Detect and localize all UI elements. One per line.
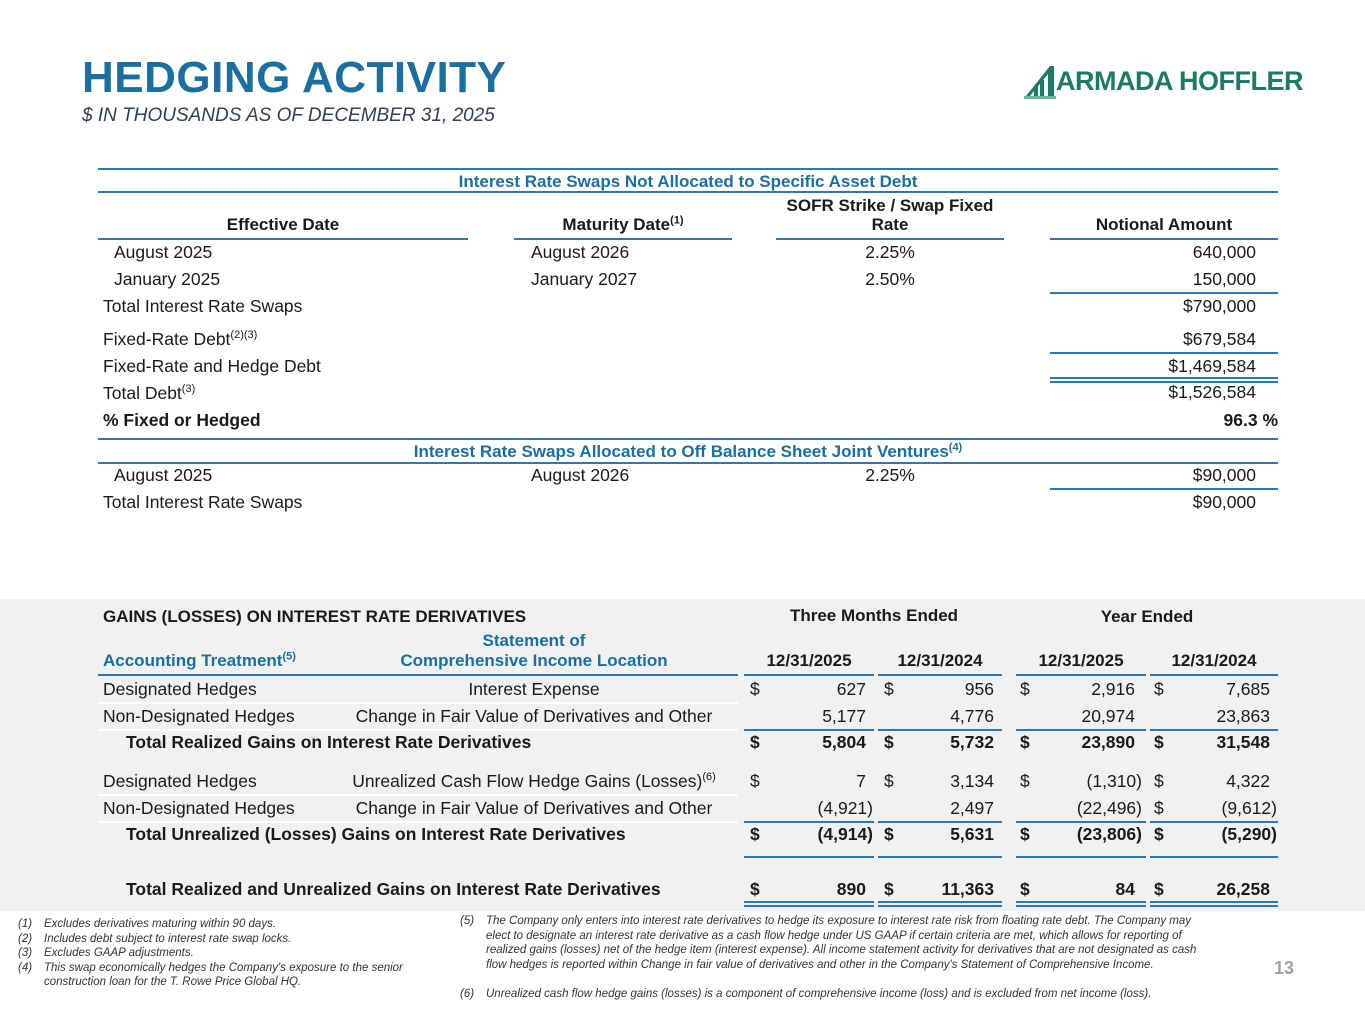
gains-value: (22,496) [1076, 798, 1142, 818]
double-rule [878, 905, 1002, 907]
total-debt-value: $1,526,584 [1168, 382, 1256, 402]
total-swaps-value: $790,000 [1183, 296, 1256, 316]
gains-total-label: Total Realized and Unrealized Gains on Interest Rate Derivatives [126, 879, 661, 899]
total-rule [1150, 856, 1278, 858]
footnote [18, 917, 450, 932]
gains-location-text: Change in Fair Value of Derivatives and Other [355, 798, 713, 818]
total-rule [744, 856, 874, 858]
gains-value: 5,732 [950, 732, 994, 752]
gains-currency: $ [1154, 679, 1164, 699]
jv-row-effective: August 2025 [114, 465, 213, 485]
total-rule [878, 856, 1002, 858]
gains-value: 84 [1115, 879, 1135, 899]
rule [878, 674, 1002, 676]
footnote-number: (1) [18, 918, 33, 930]
footnote-number: (4) [18, 961, 33, 974]
swap-row-2-effective: January 2025 [114, 269, 221, 289]
gains-currency: $ [1154, 879, 1164, 899]
gains-total-label: Total Unrealized (Losses) Gains on Interest Rate Derivatives [126, 824, 626, 844]
rule [1016, 674, 1146, 676]
page-number: 13 [1274, 958, 1295, 978]
footnote-number: (3) [18, 947, 33, 960]
jv-section-title: Interest Rate Swaps Allocated to Off Balance Sheet Joint Ventures$^{(4)}$ [413, 441, 963, 461]
double-rule [878, 901, 1002, 903]
gains-value: 23,890 [1081, 732, 1135, 752]
gains-location-text: Interest Expense [468, 679, 600, 699]
rule [514, 238, 732, 240]
rule [98, 168, 1278, 170]
footnote [18, 932, 450, 947]
swap-row-2-maturity: January 2027 [531, 269, 638, 289]
gains-currency: $ [1020, 732, 1030, 752]
jv-row-rate: 2.25% [865, 465, 915, 485]
jv-row-maturity: August 2026 [531, 465, 630, 485]
double-rule [1150, 901, 1278, 903]
col-notional-amount: Notional Amount [1095, 215, 1233, 234]
gains-value: 627 [836, 679, 866, 699]
gains-location-note: (6) [702, 771, 716, 784]
swap-row-2-rate: 2.50% [865, 269, 915, 289]
gains-value: 890 [836, 879, 866, 899]
gains-value: 20,974 [1081, 706, 1135, 726]
gains-treatment: Designated Hedges [103, 679, 257, 699]
gains-location [330, 705, 738, 727]
gains-value: 4,776 [950, 706, 994, 726]
jv-total-label: Total Interest Rate Swaps [103, 492, 303, 512]
gains-currency: $ [884, 732, 894, 752]
double-rule [1016, 905, 1146, 907]
rule [98, 238, 468, 240]
col-accounting-treatment: Accounting Treatment$^{(5)}$ [103, 650, 296, 670]
gains-value: 11,363 [941, 879, 994, 899]
fixed-rate-debt-label: Fixed-Rate Debt$^{(2)(3)}$ [103, 329, 258, 349]
footnote-text: This swap economically hedges the Company's exposure to the senior construction loan for the T. Rowe Price Global HQ. [44, 961, 403, 989]
fixed-rate-debt-value: $679,584 [1183, 329, 1256, 349]
gains-value: (23,806) [1076, 824, 1142, 844]
col-date-y-2025: 12/31/2025 [1038, 651, 1124, 670]
gains-currency: $ [1020, 879, 1030, 899]
rule [776, 238, 1004, 240]
gains-value: 3,134 [950, 771, 994, 791]
gains-currency: $ [884, 679, 894, 699]
footnote-text: Excludes derivatives maturing within 90 days. [44, 918, 277, 930]
gains-value: 4,322 [1226, 771, 1270, 791]
gains-treatment: Designated Hedges [103, 771, 257, 791]
gains-currency: $ [884, 824, 894, 844]
gains-currency: $ [1020, 679, 1030, 699]
gains-value: 7 [856, 771, 866, 791]
swap-row-2-notional: 150,000 [1192, 269, 1256, 289]
logo-text: ARMADA HOFFLER [1056, 66, 1303, 96]
logo-mark-icon [1024, 64, 1056, 100]
gains-location-text: Unrealized Cash Flow Hedge Gains (Losses) [352, 771, 703, 791]
row-separator [98, 794, 738, 796]
gains-currency: $ [884, 771, 894, 791]
rule [1050, 488, 1278, 490]
swap-row-1-notional: 640,000 [1192, 242, 1256, 262]
gains-treatment: Non-Designated Hedges [103, 706, 295, 726]
rule [98, 191, 1278, 193]
gains-treatment: Non-Designated Hedges [103, 798, 295, 818]
page-subtitle: $ IN THOUSANDS AS OF DECEMBER 31, 2025 [82, 105, 495, 126]
col-date-y-2024: 12/31/2024 [1171, 651, 1257, 670]
year-ended-header: Year Ended [1100, 607, 1194, 626]
gains-currency: $ [750, 732, 760, 752]
rule [1050, 238, 1278, 240]
gains-location [330, 678, 738, 700]
footnote-text: Excludes GAAP adjustments. [44, 947, 194, 960]
gains-currency: $ [1154, 771, 1164, 791]
gains-currency: $ [750, 679, 760, 699]
gains-location [330, 797, 738, 819]
col-effective-date: Effective Date [226, 215, 340, 234]
gains-value: (4,914) [817, 824, 873, 844]
footnote-text: The Company only enters into interest rate derivatives to hedge its exposure to interest rate risk from floating rate debt. The Company may elect to designate an interest rate derivative as a cash flow hedge under US GAAP if certain criteria are met, which allows for reporting of realized gains (losses) net of the hedge item (interest expense). All income statement activity for derivatives that are not designated as cash flow hedges is reported within Change in fair value of derivatives and other in the Company's Statement of Comprehensive Income. [486, 915, 1197, 971]
fixed-hedge-debt-label: Fixed-Rate and Hedge Debt [103, 356, 321, 376]
gains-value: 5,177 [822, 706, 866, 726]
fixed-hedge-debt-value: $1,469,584 [1168, 356, 1256, 376]
gains-value: 26,258 [1216, 879, 1270, 899]
rule [1150, 674, 1278, 676]
double-rule [1150, 905, 1278, 907]
footnote-number: (6) [460, 988, 475, 1000]
swap-row-1-effective: August 2025 [114, 242, 213, 262]
swap-row-1-maturity: August 2026 [531, 242, 630, 262]
footnote [460, 914, 1200, 987]
gains-value: 7,685 [1226, 679, 1270, 699]
rule [744, 674, 874, 676]
swaps-section-title: Interest Rate Swaps Not Allocated to Specific Asset Debt [458, 172, 918, 191]
gains-value: (5,290) [1221, 824, 1277, 844]
gains-total-label: Total Realized Gains on Interest Rate Derivatives [126, 732, 532, 752]
double-rule [744, 905, 874, 907]
gains-currency: $ [1154, 732, 1164, 752]
gains-location [330, 770, 738, 792]
gains-location-text: Change in Fair Value of Derivatives and Other [355, 706, 713, 726]
rule [98, 438, 1278, 440]
gains-title: GAINS (LOSSES) ON INTEREST RATE DERIVATIVES [103, 607, 527, 626]
col-maturity-date: Maturity Date$^{(1)}$ [562, 214, 684, 234]
gains-value: 2,916 [1091, 679, 1135, 699]
page-title: HEDGING ACTIVITY [82, 53, 507, 102]
double-rule [1016, 901, 1146, 903]
gains-value: 2,497 [950, 798, 994, 818]
rule [1050, 352, 1278, 354]
footnote-number: (5) [460, 915, 475, 927]
gains-value: 956 [964, 679, 994, 699]
footnote-text: Includes debt subject to interest rate swap locks. [44, 932, 292, 945]
gains-currency: $ [750, 824, 760, 844]
footnote [460, 987, 1200, 1016]
pct-fixed-value: 96.3 % [1223, 410, 1278, 430]
gains-currency: $ [750, 771, 760, 791]
total-swaps-label: Total Interest Rate Swaps [103, 296, 303, 316]
gains-value: (1,310) [1086, 771, 1142, 791]
double-rule [744, 901, 874, 903]
gains-value: (9,612) [1221, 798, 1277, 818]
total-rule [1016, 856, 1146, 858]
company-logo [1024, 62, 1304, 102]
col-date-q-2024: 12/31/2024 [897, 651, 983, 670]
gains-currency: $ [1020, 824, 1030, 844]
gains-value: 23,863 [1216, 706, 1270, 726]
rule [1050, 377, 1278, 379]
swap-row-1-rate: 2.25% [865, 242, 915, 262]
gains-value: 5,804 [822, 732, 866, 752]
rule [1050, 292, 1278, 294]
footnote [18, 961, 450, 990]
footnote [18, 946, 450, 961]
row-separator [98, 702, 738, 704]
three-months-header: Three Months Ended [789, 606, 959, 625]
rule [98, 674, 738, 676]
total-debt-label: Total Debt$^{(3)}$ [103, 383, 196, 403]
jv-total-value: $90,000 [1192, 492, 1256, 512]
gains-value: 31,548 [1216, 732, 1270, 752]
footnote-number: (2) [18, 932, 33, 945]
gains-currency: $ [884, 879, 894, 899]
gains-value: 5,631 [950, 824, 994, 844]
footnote-text: Unrealized cash flow hedge gains (losses) is a component of comprehensive income (loss) and is excluded from net income (loss). [486, 988, 1152, 1000]
gains-currency: $ [1154, 798, 1164, 818]
col-date-q-2025: 12/31/2025 [766, 651, 852, 670]
gains-currency: $ [1020, 771, 1030, 791]
gains-currency: $ [750, 879, 760, 899]
col-statement-location: Statement of Comprehensive Income Location [400, 631, 668, 670]
pct-fixed-label: % Fixed or Hedged [103, 410, 261, 430]
gains-value: (4,921) [817, 798, 873, 818]
gains-currency: $ [1154, 824, 1164, 844]
jv-row-notional: $90,000 [1192, 465, 1256, 485]
col-strike-rate: SOFR Strike / Swap Fixed Rate [786, 196, 994, 234]
